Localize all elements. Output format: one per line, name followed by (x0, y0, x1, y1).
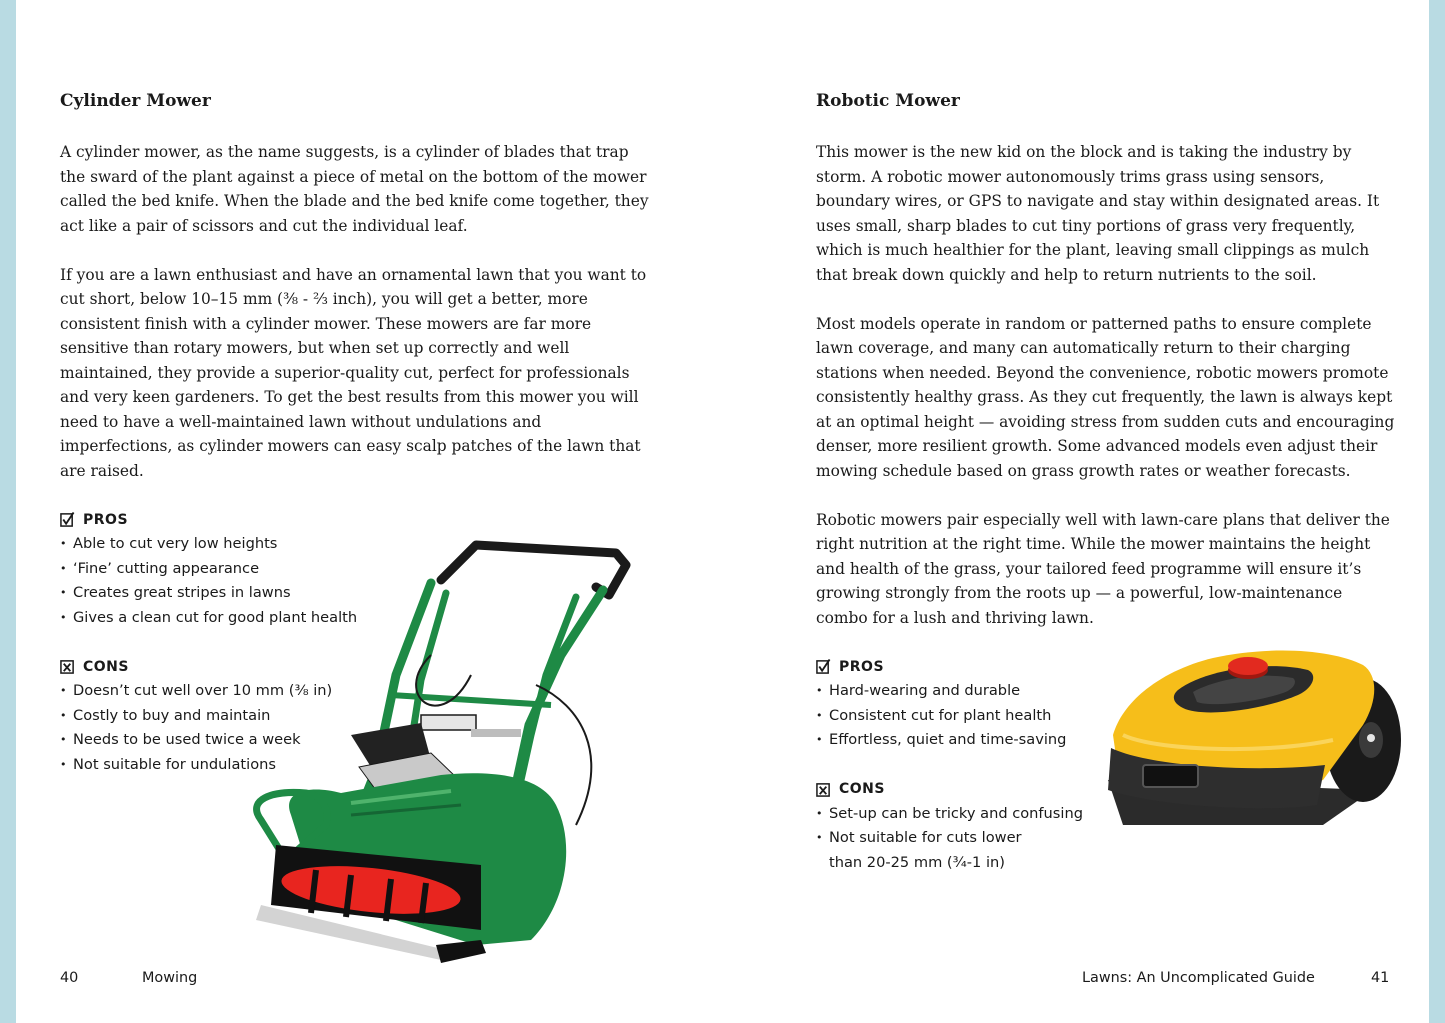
list-item: • Able to cut very low heights (60, 532, 650, 557)
robotic-paragraph-1: This mower is the new kid on the block and is taking the industry by storm. A robotic mower autonomously trims grass using sensors, boundary wires, or GPS to navigate and stay within designated areas. It uses small, sharp blades to cut tiny portions of grass very frequently, which is much healthier for the plant, leaving small clippings as mulch that break down quickly and help to return nutrients to the soil. (816, 143, 1380, 284)
right-page (723, 0, 1429, 1023)
cons-label: CONS (83, 658, 129, 675)
list-item: • Not suitable for undulations (60, 753, 650, 778)
list-item: • Consistent cut for plant health (816, 704, 1396, 729)
cylinder-paragraph-1: A cylinder mower, as the name suggests, is a cylinder of blades that trap the sward of the plant against a piece of metal on the bottom of the mower called the bed knife. When the blade and the bed knife come together, they act like a pair of scissors and cut the individual leaf. (60, 143, 649, 235)
robotic-paragraph-3: Robotic mowers pair especially well with lawn-care plans that deliver the right nutrition at the right time. While the mower maintains the height and health of the grass, your tailored feed programme will ensure it’s growing strongly from the roots up — a powerful, low-maintenance combo for a lush and thriving lawn. (816, 510, 1390, 627)
list-item: • Hard-wearing and durable (816, 679, 1396, 704)
left-page (16, 0, 722, 1023)
cylinder-paragraph-2: If you are a lawn enthusiast and have an ornamental lawn that you want to cut short, below 10–15 mm (⅜ - ⅔ inch), you will get a better, more consistent finish with a cylinder mower. These mowers are far more sensitive than rotary mowers, but when set up correctly and well maintained, they provide a superior-quality cut, perfect for professionals and very keen gardeners. To get the best results from this mower you will need to have a well-maintained lawn without undulations and imperfections, as cylinder mowers can easy scalp patches of the lawn that are raised. (60, 265, 647, 480)
cons-label: CONS (839, 781, 885, 798)
list-item: • Effortless, quiet and time-saving (816, 728, 1396, 753)
robotic-paragraph-2: Most models operate in random or patterned paths to ensure complete lawn coverage, and many can automatically return to their charging stations when needed. Beyond the convenience, robotic mowers promote consistently healthy grass. As they cut frequently, the lawn is always kept at an optimal height — avoiding stress from sudden cuts and encouraging denser, more resilient growth. Some advanced models even adjust their mowing schedule based on grass growth rates or weather forecasts. (816, 314, 1395, 480)
pros-label: PROS (839, 658, 885, 675)
robotic-mower-heading: Robotic Mower (816, 91, 960, 111)
book-spread (16, 0, 1429, 1023)
list-item: • Creates great stripes in lawns (60, 581, 650, 606)
section-name: Mowing (142, 970, 198, 986)
robotic-mower-illustration (1093, 640, 1413, 835)
pros-label: PROS (83, 511, 129, 528)
list-item: • Not suitable for cuts lower (816, 826, 1396, 851)
book-title: Lawns: An Uncomplicated Guide (1082, 970, 1315, 986)
list-item: • Gives a clean cut for good plant health (60, 606, 650, 631)
cylinder-mower-illustration (231, 535, 631, 965)
list-item: than 20-25 mm (¾-1 in) (829, 853, 1005, 871)
checkbox-cross-icon (60, 659, 75, 674)
checkbox-check-icon (816, 659, 831, 674)
list-item: • Set-up can be tricky and confusing (816, 802, 1396, 827)
page-number-right: 41 (1371, 970, 1390, 986)
list-item: • ‘Fine’ cutting appearance (60, 557, 650, 582)
checkbox-check-icon (60, 512, 75, 527)
cylinder-mower-heading: Cylinder Mower (60, 91, 211, 111)
checkbox-cross-icon (816, 782, 831, 797)
page-number-left: 40 (60, 970, 79, 986)
list-item: • Needs to be used twice a week (60, 728, 650, 753)
list-item: • Costly to buy and maintain (60, 704, 650, 729)
list-item: • Doesn’t cut well over 10 mm (⅜ in) (60, 679, 650, 704)
